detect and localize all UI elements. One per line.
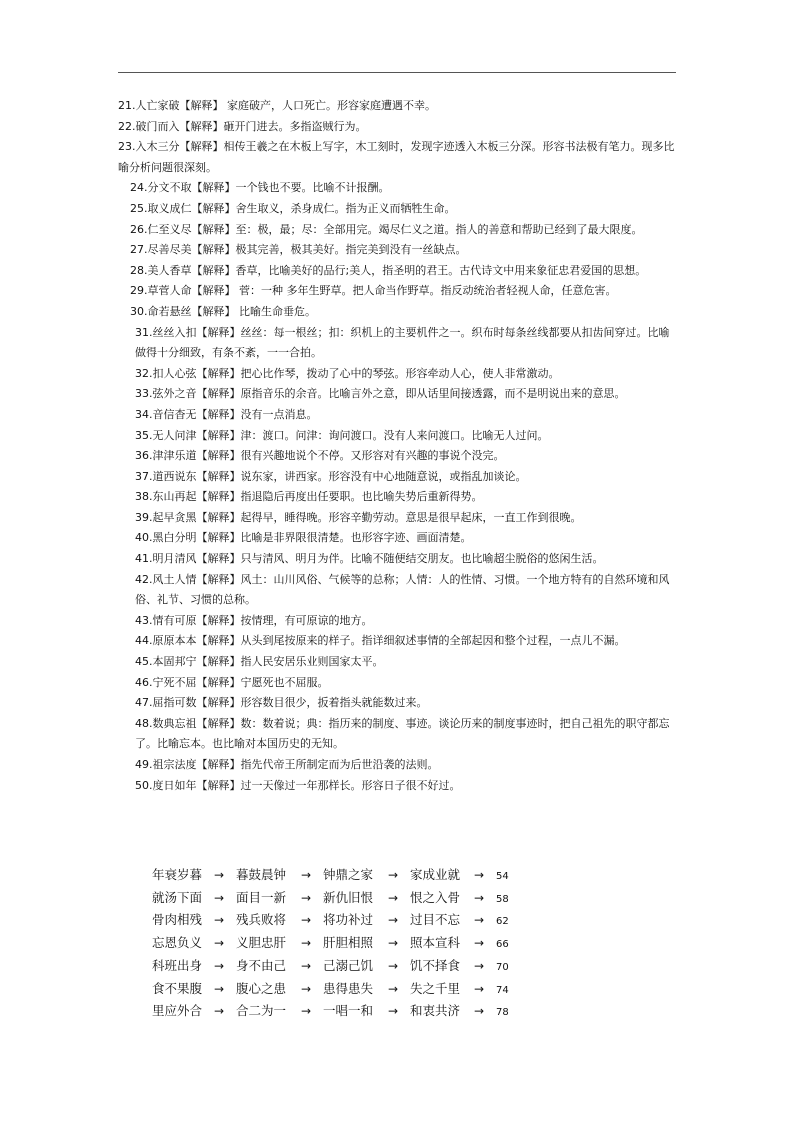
chain-idiom: 失之千里 — [410, 980, 461, 996]
idiom-entry: 42.风土人情【解释】风土：山川风俗、气候等的总称；人情：人的性情、习惯。一个地方特有的自然环境和风俗、礼节、习惯的总称。 — [135, 572, 670, 607]
arrow-icon: → — [388, 936, 399, 951]
chain-page-number: 54 — [496, 871, 509, 882]
arrow-icon: → — [301, 981, 312, 996]
idiom-entry: 40.黑白分明【解释】比喻是非界限很清楚。也形容字迹、画面清楚。 — [135, 531, 472, 545]
header-rule — [118, 72, 676, 73]
chain-idiom: 暮鼓晨钟 — [236, 867, 287, 882]
chain-idiom: 义胆忠肝 — [236, 935, 287, 951]
idiom-entry: 21.人亡家破【解释】 家庭破产，人口死亡。形容家庭遭遇不幸。 — [118, 99, 436, 112]
chain-idiom: 科班出身 — [152, 957, 203, 973]
chain-idiom: 身不由己 — [236, 957, 287, 973]
chain-page-number: 74 — [496, 984, 509, 996]
arrow-icon: → — [474, 981, 485, 996]
arrow-icon: → — [301, 913, 312, 928]
arrow-icon: → — [214, 981, 225, 996]
chain-idiom: 食不果腹 — [152, 980, 203, 996]
idiom-entry: 45.本固邦宁【解释】指人民安居乐业则国家太平。 — [135, 655, 384, 669]
idiom-entry: 23.入木三分【解释】相传王羲之在木板上写字，木工刻时，发现字迹透入木板三分深。形容书法极有笔力。现多比喻分析问题很深刻。 — [118, 140, 675, 174]
idiom-entry: 38.东山再起【解释】指退隐后再度出任要职。也比喻失势后重新得势。 — [135, 490, 483, 504]
chain-page-number: 70 — [496, 961, 509, 973]
idiom-entry: 49.祖宗法度【解释】指先代帝王所制定而为后世沿袭的法则。 — [135, 758, 439, 771]
chain-idiom: 和衷共济 — [410, 1003, 461, 1019]
arrow-icon: → — [214, 868, 225, 882]
idiom-entry: 48.数典忘祖【解释】数：数着说；典：指历来的制度、事迹。谈论历来的制度事迹时，把自己祖先的职守都忘了。比喻忘本。也比喻对本国历史的无知。 — [135, 716, 670, 751]
chain-idiom: 残兵败将 — [236, 912, 287, 928]
chain-idiom: 恨之入骨 — [410, 889, 461, 905]
chain-idiom: 年衰岁暮 — [152, 867, 203, 882]
arrow-icon: → — [214, 936, 225, 951]
chain-idiom: 合二为一 — [236, 1003, 287, 1019]
arrow-icon: → — [388, 958, 399, 973]
idiom-chain-row — [152, 933, 572, 956]
idiom-entry: 32.扣人心弦【解释】把心比作琴，拨动了心中的琴弦。形容牵动人心，使人非常激动。 — [135, 366, 560, 380]
chain-page-number: 58 — [496, 893, 509, 905]
arrow-icon: → — [474, 868, 485, 882]
idiom-entry: 36.津津乐道【解释】很有兴趣地说个不停。又形容对有兴趣的事说个没完。 — [135, 449, 505, 463]
chain-idiom: 面目一新 — [236, 889, 287, 905]
idiom-entry: 41.明月清风【解释】只与清风、明月为伴。比喻不随便结交朋友。也比喻超尘脱俗的悠闲生活。 — [135, 552, 604, 566]
idiom-chain-row — [152, 979, 572, 1002]
idiom-entry: 46.宁死不屈【解释】宁愿死也不屈服。 — [135, 675, 329, 689]
arrow-icon: → — [214, 890, 225, 905]
arrow-icon: → — [388, 1004, 399, 1019]
chain-idiom: 忘恩负义 — [152, 935, 203, 951]
chain-idiom: 己溺己饥 — [323, 957, 374, 973]
idiom-chain-row — [152, 865, 572, 888]
chain-page-number: 66 — [496, 939, 509, 951]
idiom-entry: 43.情有可原【解释】按情理，有可原谅的地方。 — [135, 613, 373, 627]
chain-idiom: 肝胆相照 — [323, 935, 374, 951]
chain-idiom: 就汤下面 — [152, 889, 203, 905]
chain-idiom: 过目不忘 — [410, 912, 461, 928]
arrow-icon: → — [301, 958, 312, 973]
chain-idiom: 里应外合 — [152, 1003, 203, 1019]
arrow-icon: → — [388, 890, 399, 905]
idiom-entry: 31.丝丝入扣【解释】丝丝：每一根丝；扣：织机上的主要机件之一。织布时每条丝线都要从扣齿间穿过。比喻做得十分细致，有条不紊，一一合拍。 — [135, 325, 670, 360]
arrow-icon: → — [474, 958, 485, 973]
idiom-list — [118, 96, 680, 796]
arrow-icon: → — [474, 913, 485, 928]
idiom-chain-row — [152, 910, 572, 933]
idiom-entry: 28.美人香草【解释】香草，比喻美好的品行;美人，指圣明的君王。古代诗文中用来象征忠君爱国的思想。 — [130, 263, 647, 277]
arrow-icon: → — [388, 913, 399, 928]
idiom-entry: 44.原原本本【解释】从头到尾按原来的样子。指详细叙述事情的全部起因和整个过程，一点儿不漏。 — [135, 634, 626, 648]
idiom-entry: 35.无人问津【解释】津：渡口。问津：询问渡口。没有人来问渡口。比喻无人过问。 — [135, 428, 549, 442]
arrow-icon: → — [474, 936, 485, 951]
chain-idiom: 骨肉相残 — [152, 912, 203, 928]
chain-idiom: 家成业就 — [410, 867, 461, 882]
idiom-entry: 26.仁至义尽【解释】至：极，最；尽：全部用完。竭尽仁义之道。指人的善意和帮助已经到了最大限度。 — [130, 222, 643, 236]
arrow-icon: → — [214, 1004, 225, 1019]
idiom-entry: 34.音信杳无【解释】没有一点消息。 — [135, 407, 318, 421]
idiom-entry: 30.命若悬丝【解释】 比喻生命垂危。 — [130, 304, 316, 318]
idiom-entry: 27.尽善尽美【解释】极其完善，极其美好。指完美到没有一丝缺点。 — [130, 243, 467, 257]
arrow-icon: → — [214, 913, 225, 928]
chain-idiom: 照本宣科 — [410, 935, 461, 951]
chain-idiom: 患得患失 — [323, 980, 374, 996]
idiom-entry: 22.破门而入【解释】砸开门进去。多指盗贼行为。 — [118, 119, 367, 133]
chain-idiom: 腹心之患 — [236, 980, 287, 996]
arrow-icon: → — [301, 868, 312, 882]
chain-page-number: 78 — [496, 1007, 509, 1019]
idiom-entry: 47.屈指可数【解释】形容数目很少，扳着指头就能数过来。 — [135, 696, 428, 710]
idiom-entry: 39.起早贪黑【解释】起得早，睡得晚。形容辛勤劳动。意思是很早起床，一直工作到很晚。 — [135, 510, 582, 524]
arrow-icon: → — [301, 936, 312, 951]
idiom-entry: 33.弦外之音【解释】原指音乐的余音。比喻言外之意，即从话里间接透露，而不是明说出来的意思。 — [135, 387, 626, 401]
idiom-entry: 50.度日如年【解释】过一天像过一年那样长。形容日子很不好过。 — [135, 778, 461, 792]
arrow-icon: → — [388, 868, 399, 882]
arrow-icon: → — [474, 890, 485, 905]
idiom-chain-row — [152, 1001, 572, 1024]
idiom-chain-row — [152, 956, 572, 979]
arrow-icon: → — [388, 981, 399, 996]
chain-idiom: 新仇旧恨 — [323, 889, 374, 905]
idiom-entry: 24.分文不取【解释】一个钱也不要。比喻不计报酬。 — [130, 181, 390, 195]
idiom-entry: 29.草菅人命【解释】 菅：一种 多年生野草。把人命当作野草。指反动统治者轻视人命，任意危害。 — [130, 284, 617, 298]
idiom-entry: 25.取义成仁【解释】舍生取义，杀身成仁。指为正义而牺牲生命。 — [130, 201, 456, 215]
idiom-entry: 37.道西说东【解释】说东家，讲西家。形容没有中心地随意说，或指乱加谈论。 — [135, 469, 527, 483]
arrow-icon: → — [474, 1004, 485, 1019]
chain-idiom: 将功补过 — [323, 912, 374, 928]
chain-idiom: 一唱一和 — [323, 1003, 374, 1019]
arrow-icon: → — [301, 1004, 312, 1019]
arrow-icon: → — [301, 890, 312, 905]
idiom-chain-row — [152, 888, 572, 911]
arrow-icon: → — [214, 958, 225, 973]
chain-page-number: 62 — [496, 916, 509, 928]
chain-idiom: 饥不择食 — [410, 957, 461, 973]
chain-idiom: 钟鼎之家 — [323, 867, 374, 882]
idiom-chain-list — [152, 865, 572, 1024]
